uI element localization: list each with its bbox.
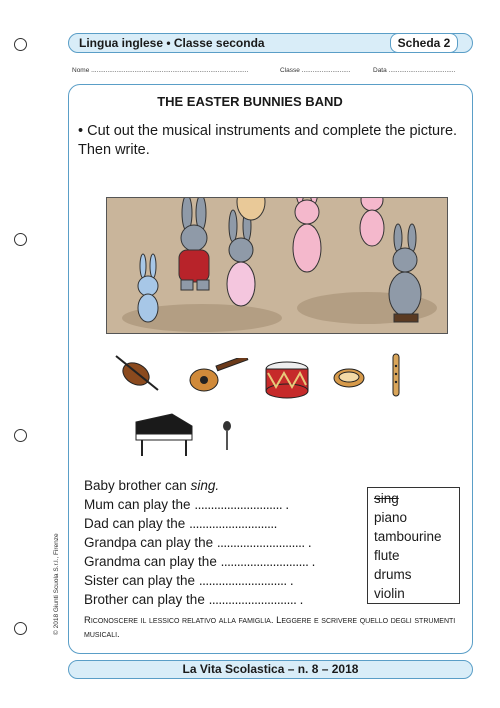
bunny-baby (138, 254, 158, 322)
word-box (367, 487, 460, 604)
copyright: © 2018 Giunti Scuola S.r.l., Firenze (53, 533, 60, 635)
bunny-blue (237, 198, 265, 220)
word-item: drums (374, 567, 412, 582)
microphone-icon[interactable] (220, 420, 234, 452)
name-field[interactable]: Nome ....................................................................................... (72, 67, 249, 74)
bunny-dad (179, 198, 209, 290)
binder-hole (14, 622, 27, 635)
date-field[interactable]: Data ..................................... (373, 67, 456, 74)
violin-icon[interactable] (112, 352, 162, 392)
bunnies-illustration (107, 198, 449, 335)
scheda-label: Scheda 2 (390, 33, 458, 53)
header-title: Lingua inglese • Classe seconda (79, 36, 265, 50)
flute-icon[interactable] (388, 352, 404, 398)
footer-bar: La Vita Scolastica – n. 8 – 2018 (68, 660, 473, 679)
sentence-4: Grandpa can play the ........................... . (84, 535, 312, 550)
guitar-icon[interactable] (188, 358, 250, 394)
piano-icon[interactable] (132, 412, 196, 458)
sentence-3: Dad can play the ........................... (84, 516, 277, 531)
word-item: piano (374, 510, 408, 525)
sentence-2: Mum can play the ........................... . (84, 497, 289, 512)
tambourine-icon[interactable] (332, 366, 366, 390)
answer-blank[interactable]: ........................... . (220, 554, 315, 569)
answer-blank[interactable]: ........................... . (194, 497, 289, 512)
answer-blank[interactable]: ........................... . (208, 592, 303, 607)
answer-blank[interactable]: ........................... . (216, 535, 312, 550)
sentence-6: Sister can play the ........................... . (84, 573, 294, 588)
bunny-sister (360, 198, 384, 246)
drum-icon[interactable] (262, 355, 312, 399)
instruction-text: • Cut out the musical instruments and complete the picture. Then write. (78, 123, 458, 158)
bunny-grandma (227, 210, 255, 306)
sentence-answer: sing. (190, 478, 220, 493)
binder-hole (14, 38, 27, 51)
answer-blank[interactable]: ........................... . (198, 573, 294, 588)
word-item: violin (374, 586, 405, 601)
word-item: tambourine (374, 529, 442, 544)
sentence-1: Baby brother can sing. (84, 478, 220, 493)
word-item: sing (374, 491, 399, 506)
class-field[interactable]: Classe ........................... (280, 67, 351, 74)
header-bar (68, 33, 473, 53)
bunny-grandpa (389, 224, 421, 322)
bunny-mum (293, 198, 321, 272)
sentence-5: Grandma can play the ........................... . (84, 554, 315, 569)
word-item: flute (374, 548, 400, 563)
answer-blank[interactable]: ........................... (189, 516, 277, 531)
page-title: THE EASTER BUNNIES BAND (157, 94, 343, 109)
band-scene-illustration (106, 197, 448, 334)
binder-hole (14, 429, 27, 442)
binder-hole (14, 233, 27, 246)
learning-objective: Riconoscere il lessico relativo alla famiglia. Leggere e scrivere quello degli strumenti musicali. (84, 615, 456, 640)
sentence-7: Brother can play the ........................... . (84, 592, 303, 607)
